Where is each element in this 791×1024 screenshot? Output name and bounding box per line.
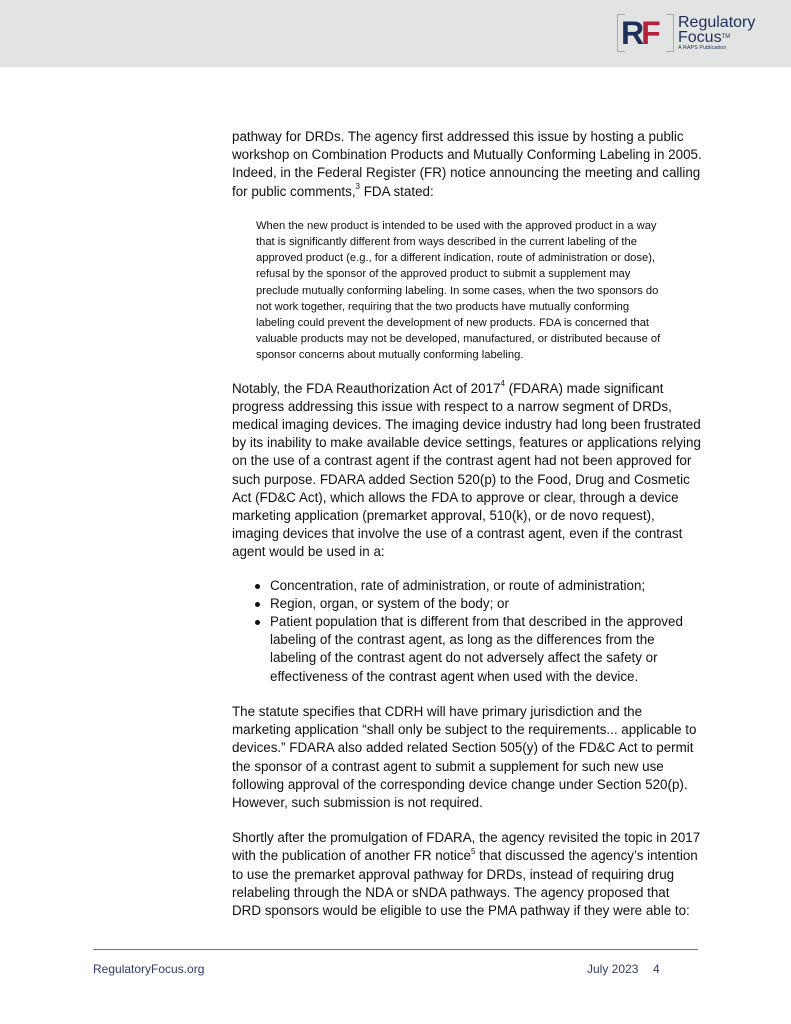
page-number: 4 [653,962,660,976]
logo-wordmark-line1: Regulatory [678,14,756,31]
block-quote: When the new product is intended to be used with the approved product in a way that is significantly different from ways described in the current labeling of the approved product (e.g., for a different indication, route of administration or dose), refusal by the sponsor of the approved product to submit a supplement may preclude mutually conforming labeling. In some cases, when the two sponsors do not work together, requiring that the two products have mutually conforming labeling could prevent the development of new products. FDA is concerned that valuable products may not be developed, manufactured, or distributed because of sponsor concerns about mutually conforming labeling. [256,219,661,362]
list-item [255,595,702,613]
footer-site-link[interactable]: RegulatoryFocus.org [93,962,205,976]
footnote-ref-3[interactable]: 3 [355,182,360,192]
logo-bracket-right [666,14,674,52]
footnote-ref-4[interactable]: 4 [500,379,505,389]
list-item-text: Concentration, rate of administration, or route of administration; [270,577,646,593]
logo-tagline: A RAPS Publication [678,45,727,51]
paragraph-1-text: pathway for DRDs. The agency first addressed this issue by hosting a public workshop on Combination Products and Mutually Conforming Labeling in 2005. Indeed, in the Federal Register (FR) notice announcing the meeting and calling for public comments, [232,129,702,199]
list-item [255,613,702,686]
list-item [255,577,702,595]
paragraph-2-text: Notably, the FDA Reauthorization Act of 2017 [232,380,501,396]
logo-wordmark-line2-wrap [678,30,755,45]
paragraph-4-text-end: that discussed the agency’s intention to use the premarket approval pathway for DRDs, instead of requiring drug relabeling through the NDA or sNDA pathways. The agency proposed that DRD sponsors would be eligible to use the PMA pathway if they were able to: [232,848,698,918]
bullet-icon [255,620,260,625]
paragraph-1 [232,128,702,201]
footer-divider [93,949,698,950]
paragraph-2 [232,380,702,562]
page-header [0,0,791,67]
bullet-list [255,577,702,686]
bullet-icon [255,584,260,589]
logo-rf-mark [621,16,658,50]
footnote-ref-5[interactable]: 5 [470,846,476,856]
logo-r-letter: R [621,15,642,51]
bullet-icon [255,602,260,607]
list-item-text: Region, organ, or system of the body; or [270,595,509,611]
paragraph-4 [232,829,702,920]
paragraph-2-text-end: (FDARA) made significant progress addressing this issue with respect to a narrow segment of DRDs, medical imaging devices. The imaging device industry had long been frustrated by its inability to make available device settings, features or applications relying on the use of a contrast agent if the contrast agent had not been approved for such purpose. FDARA added Section 520(p) to the Food, Drug and Cosmetic Act (FD&C Act), which allows the FDA to approve or clear, through a device marketing application (premarket approval, 510(k), or de novo request), imaging devices that involve the use of a contrast agent, even if the contrast agent would be used in a: [232,380,701,560]
footer-date: July 2023 [587,962,639,976]
logo-f-letter: F [641,15,658,51]
logo-wordmark-line2: Focus [678,29,722,46]
paragraph-1-text-end: FDA stated: [360,183,434,199]
article-body [232,128,702,937]
paragraph-4-text: Shortly after the promulgation of FDARA, the agency revisited the topic in 2017 with the publication of another FR notice [232,830,701,864]
paragraph-3: The statute specifies that CDRH will have primary jurisdiction and the marketing application “shall only be subject to the requirements... applicable to devices.” FDARA also added related Section 505(y) of the FD&C Act to permit the sponsor of a contrast agent to submit a supplement for such new use following approval of the corresponding device change under Section 520(p). However, such submission is not required. [232,703,697,810]
logo-trademark: TM [721,34,731,40]
list-item-text: Patient population that is different from that described in the approved labeling of the contrast agent, as long as the differences from the labeling of the contrast agent do not adversely affect the safety or effectiveness of the contrast agent when used with the device. [270,614,683,684]
logo-wordmark [678,15,755,45]
